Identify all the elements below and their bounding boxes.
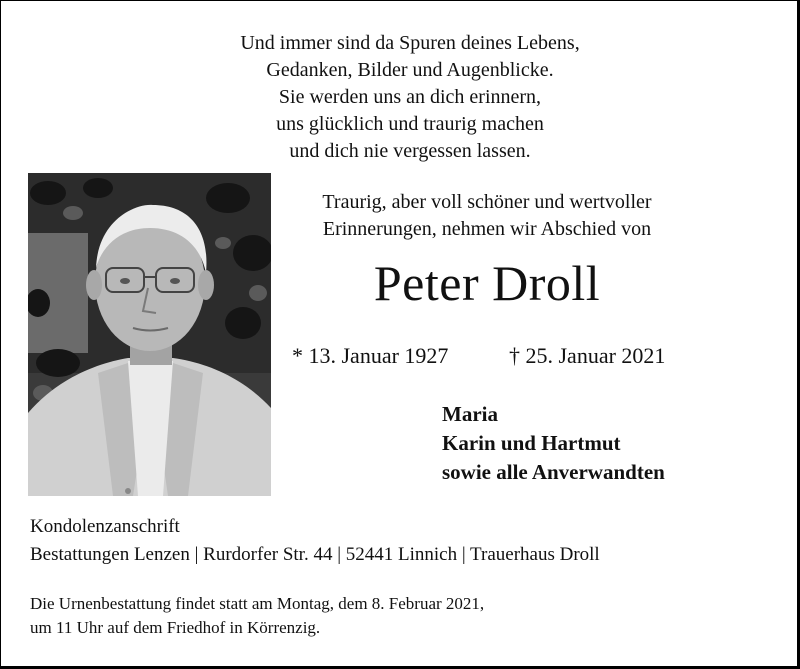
death-date: † 25. Januar 2021 [509,343,666,368]
mourners-list [442,400,665,487]
poem-line: Sie werden uns an dich erinnern, [278,86,542,108]
condolence-address [30,513,600,569]
poem-line: Gedanken, Bilder und Augenblicke. [266,59,554,81]
condolence-heading: Kondolenzanschrift [30,516,180,537]
intro-line: Traurig, aber voll schöner und wertvoller [322,191,652,213]
deceased-name: Peter Droll [373,255,601,311]
birth-date: * 13. Januar 1927 [292,343,449,368]
intro-text [282,189,692,243]
mourner: Karin und Hartmut [442,431,621,455]
intro-line: Erinnerungen, nehmen wir Abschied von [322,218,652,240]
poem-line: und dich nie vergessen lassen. [289,140,531,162]
funeral-notice-line: Die Urnenbestattung findet statt am Montag, dem 8. Februar 2021, [30,594,485,613]
portrait-photo [28,173,271,496]
funeral-notice-line: um 11 Uhr auf dem Friedhof in Körrenzig. [30,618,321,637]
memorial-poem [140,30,680,165]
condolence-line: Bestattungen Lenzen | Rurdorfer Str. 44 | 52441 Linnich | Trauerhaus Droll [30,544,600,565]
mourner: Maria [442,402,498,426]
poem-line: Und immer sind da Spuren deines Lebens, [240,32,580,54]
poem-line: uns glücklich und traurig machen [276,113,544,135]
mourner: sowie alle Anverwandten [442,460,665,484]
life-dates [292,342,692,372]
funeral-notice [30,592,484,640]
